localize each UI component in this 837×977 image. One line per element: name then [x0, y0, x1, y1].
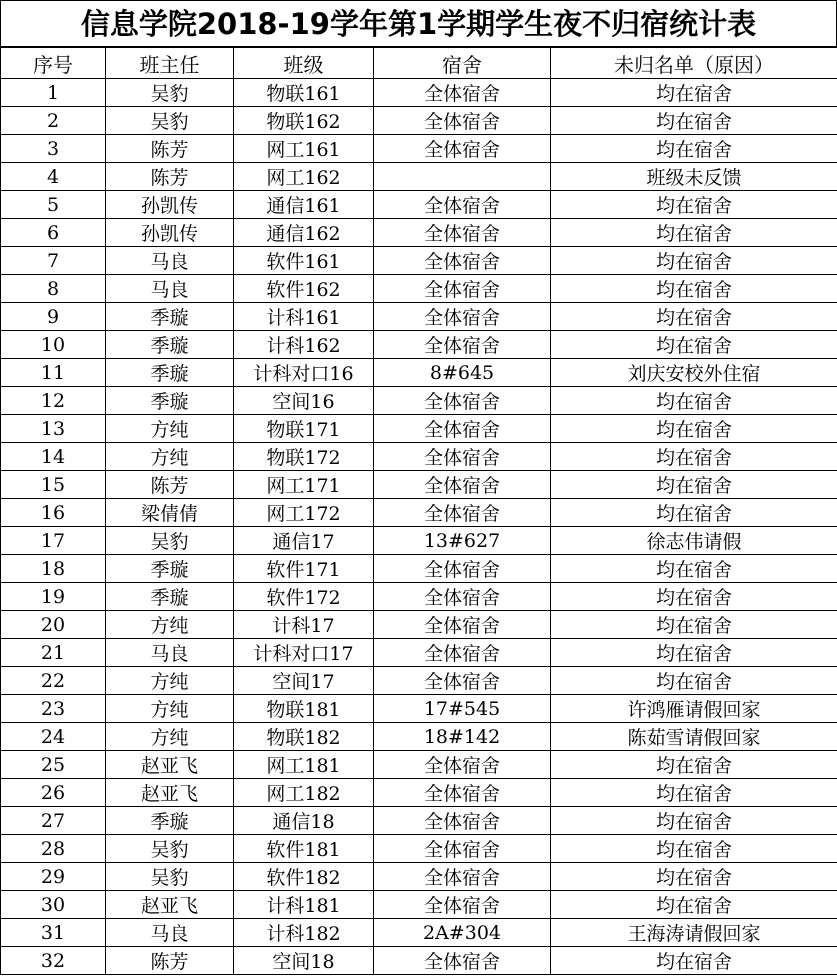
row-teacher-cell: 孙凯传 — [106, 219, 234, 247]
row-dorm-cell: 2A#304 — [374, 919, 551, 947]
row-dorm-cell: 全体宿舍 — [374, 415, 551, 443]
row-absent-list-cell: 均在宿舍 — [551, 891, 837, 919]
row-teacher-cell: 吴豹 — [106, 79, 234, 107]
row-absent-list-cell: 均在宿舍 — [551, 387, 837, 415]
row-index-cell: 12 — [1, 387, 106, 415]
row-class-cell: 软件181 — [234, 835, 374, 863]
row-index-cell: 17 — [1, 527, 106, 555]
table-row — [1, 835, 837, 863]
row-class-cell: 物联171 — [234, 415, 374, 443]
row-dorm-cell: 17#545 — [374, 695, 551, 723]
row-absent-list-cell: 均在宿舍 — [551, 807, 837, 835]
row-absent-list-cell: 陈茹雪请假回家 — [551, 723, 837, 751]
table-row — [1, 919, 837, 947]
row-absent-list-cell: 均在宿舍 — [551, 415, 837, 443]
row-class-cell: 物联181 — [234, 695, 374, 723]
row-dorm-cell: 全体宿舍 — [374, 443, 551, 471]
row-teacher-cell: 吴豹 — [106, 107, 234, 135]
row-absent-list-cell: 刘庆安校外住宿 — [551, 359, 837, 387]
row-index-cell: 11 — [1, 359, 106, 387]
row-index-cell: 27 — [1, 807, 106, 835]
table-row — [1, 667, 837, 695]
table-row — [1, 191, 837, 219]
table-row — [1, 219, 837, 247]
header-absent-list: 未归名单（原因） — [551, 48, 837, 79]
table-row — [1, 443, 837, 471]
table-row — [1, 583, 837, 611]
table-row — [1, 107, 837, 135]
row-index-cell: 7 — [1, 247, 106, 275]
row-teacher-cell: 赵亚飞 — [106, 891, 234, 919]
table-body — [1, 79, 837, 975]
table-row — [1, 359, 837, 387]
row-class-cell: 物联172 — [234, 443, 374, 471]
row-class-cell: 网工181 — [234, 751, 374, 779]
row-absent-list-cell: 均在宿舍 — [551, 443, 837, 471]
table-row — [1, 779, 837, 807]
row-absent-list-cell: 均在宿舍 — [551, 499, 837, 527]
row-absent-list-cell: 均在宿舍 — [551, 135, 837, 163]
row-class-cell: 计科对口16 — [234, 359, 374, 387]
row-dorm-cell: 全体宿舍 — [374, 555, 551, 583]
table-row — [1, 499, 837, 527]
row-absent-list-cell: 均在宿舍 — [551, 583, 837, 611]
row-teacher-cell: 吴豹 — [106, 527, 234, 555]
row-index-cell: 26 — [1, 779, 106, 807]
row-teacher-cell: 季璇 — [106, 807, 234, 835]
row-index-cell: 25 — [1, 751, 106, 779]
row-class-cell: 计科181 — [234, 891, 374, 919]
table-row — [1, 555, 837, 583]
header-dorm: 宿舍 — [374, 48, 551, 79]
row-dorm-cell: 全体宿舍 — [374, 219, 551, 247]
row-dorm-cell — [374, 163, 551, 191]
row-dorm-cell: 全体宿舍 — [374, 331, 551, 359]
row-index-cell: 21 — [1, 639, 106, 667]
table-row — [1, 79, 837, 107]
table-row — [1, 723, 837, 751]
header-teacher: 班主任 — [106, 48, 234, 79]
row-index-cell: 15 — [1, 471, 106, 499]
row-teacher-cell: 梁倩倩 — [106, 499, 234, 527]
row-teacher-cell: 陈芳 — [106, 135, 234, 163]
row-absent-list-cell: 均在宿舍 — [551, 219, 837, 247]
row-absent-list-cell: 均在宿舍 — [551, 471, 837, 499]
row-dorm-cell: 全体宿舍 — [374, 667, 551, 695]
row-class-cell: 计科对口17 — [234, 639, 374, 667]
row-index-cell: 22 — [1, 667, 106, 695]
row-class-cell: 计科162 — [234, 331, 374, 359]
row-class-cell: 通信18 — [234, 807, 374, 835]
row-dorm-cell: 全体宿舍 — [374, 751, 551, 779]
header-index: 序号 — [1, 48, 106, 79]
table-row — [1, 275, 837, 303]
row-teacher-cell: 马良 — [106, 919, 234, 947]
row-dorm-cell: 全体宿舍 — [374, 499, 551, 527]
row-index-cell: 24 — [1, 723, 106, 751]
row-dorm-cell: 全体宿舍 — [374, 275, 551, 303]
row-class-cell: 网工171 — [234, 471, 374, 499]
row-dorm-cell: 全体宿舍 — [374, 135, 551, 163]
row-index-cell: 19 — [1, 583, 106, 611]
table-row — [1, 807, 837, 835]
row-teacher-cell: 季璇 — [106, 359, 234, 387]
row-dorm-cell: 18#142 — [374, 723, 551, 751]
row-dorm-cell: 全体宿舍 — [374, 835, 551, 863]
row-dorm-cell: 全体宿舍 — [374, 891, 551, 919]
row-class-cell: 网工182 — [234, 779, 374, 807]
row-class-cell: 通信17 — [234, 527, 374, 555]
row-absent-list-cell: 均在宿舍 — [551, 331, 837, 359]
statistics-table — [0, 47, 837, 975]
table-row — [1, 331, 837, 359]
row-absent-list-cell: 均在宿舍 — [551, 79, 837, 107]
row-teacher-cell: 赵亚飞 — [106, 779, 234, 807]
row-teacher-cell: 陈芳 — [106, 163, 234, 191]
row-class-cell: 计科161 — [234, 303, 374, 331]
row-index-cell: 18 — [1, 555, 106, 583]
row-absent-list-cell: 均在宿舍 — [551, 751, 837, 779]
row-class-cell: 物联161 — [234, 79, 374, 107]
row-index-cell: 28 — [1, 835, 106, 863]
header-class: 班级 — [234, 48, 374, 79]
row-dorm-cell: 全体宿舍 — [374, 471, 551, 499]
row-absent-list-cell: 王海涛请假回家 — [551, 919, 837, 947]
table-row — [1, 527, 837, 555]
row-index-cell: 6 — [1, 219, 106, 247]
table-row — [1, 387, 837, 415]
row-class-cell: 物联162 — [234, 107, 374, 135]
row-absent-list-cell: 均在宿舍 — [551, 639, 837, 667]
row-class-cell: 物联182 — [234, 723, 374, 751]
table-row — [1, 891, 837, 919]
row-absent-list-cell: 均在宿舍 — [551, 275, 837, 303]
row-dorm-cell: 全体宿舍 — [374, 583, 551, 611]
row-index-cell: 29 — [1, 863, 106, 891]
row-index-cell: 1 — [1, 79, 106, 107]
row-index-cell: 20 — [1, 611, 106, 639]
table-row — [1, 947, 837, 975]
row-teacher-cell: 吴豹 — [106, 835, 234, 863]
row-teacher-cell: 马良 — [106, 247, 234, 275]
row-teacher-cell: 季璇 — [106, 583, 234, 611]
row-teacher-cell: 季璇 — [106, 303, 234, 331]
row-dorm-cell: 8#645 — [374, 359, 551, 387]
row-absent-list-cell: 均在宿舍 — [551, 611, 837, 639]
table-row — [1, 695, 837, 723]
row-index-cell: 2 — [1, 107, 106, 135]
row-teacher-cell: 马良 — [106, 639, 234, 667]
table-row — [1, 611, 837, 639]
row-teacher-cell: 方纯 — [106, 667, 234, 695]
row-dorm-cell: 全体宿舍 — [374, 807, 551, 835]
row-absent-list-cell: 许鸿雁请假回家 — [551, 695, 837, 723]
row-teacher-cell: 方纯 — [106, 723, 234, 751]
row-class-cell: 软件171 — [234, 555, 374, 583]
row-teacher-cell: 方纯 — [106, 415, 234, 443]
row-teacher-cell: 陈芳 — [106, 471, 234, 499]
row-class-cell: 网工172 — [234, 499, 374, 527]
row-dorm-cell: 全体宿舍 — [374, 107, 551, 135]
row-teacher-cell: 季璇 — [106, 555, 234, 583]
row-dorm-cell: 全体宿舍 — [374, 611, 551, 639]
row-index-cell: 13 — [1, 415, 106, 443]
row-dorm-cell: 全体宿舍 — [374, 779, 551, 807]
row-class-cell: 网工162 — [234, 163, 374, 191]
row-index-cell: 16 — [1, 499, 106, 527]
table-row — [1, 751, 837, 779]
row-absent-list-cell: 均在宿舍 — [551, 191, 837, 219]
row-absent-list-cell: 徐志伟请假 — [551, 527, 837, 555]
row-dorm-cell: 13#627 — [374, 527, 551, 555]
table-row — [1, 471, 837, 499]
row-class-cell: 空间18 — [234, 947, 374, 975]
table-row — [1, 163, 837, 191]
row-index-cell: 23 — [1, 695, 106, 723]
row-class-cell: 网工161 — [234, 135, 374, 163]
row-class-cell: 空间16 — [234, 387, 374, 415]
table-row — [1, 135, 837, 163]
row-class-cell: 软件182 — [234, 863, 374, 891]
row-index-cell: 4 — [1, 163, 106, 191]
row-absent-list-cell: 均在宿舍 — [551, 247, 837, 275]
row-class-cell: 软件172 — [234, 583, 374, 611]
row-teacher-cell: 季璇 — [106, 387, 234, 415]
row-teacher-cell: 方纯 — [106, 611, 234, 639]
row-dorm-cell: 全体宿舍 — [374, 191, 551, 219]
row-dorm-cell: 全体宿舍 — [374, 947, 551, 975]
table-row — [1, 415, 837, 443]
table-row — [1, 639, 837, 667]
row-index-cell: 10 — [1, 331, 106, 359]
row-dorm-cell: 全体宿舍 — [374, 79, 551, 107]
row-class-cell: 软件161 — [234, 247, 374, 275]
row-dorm-cell: 全体宿舍 — [374, 639, 551, 667]
row-teacher-cell: 方纯 — [106, 443, 234, 471]
row-absent-list-cell: 均在宿舍 — [551, 107, 837, 135]
row-class-cell: 空间17 — [234, 667, 374, 695]
row-teacher-cell: 马良 — [106, 275, 234, 303]
row-index-cell: 14 — [1, 443, 106, 471]
row-dorm-cell: 全体宿舍 — [374, 863, 551, 891]
row-dorm-cell: 全体宿舍 — [374, 247, 551, 275]
row-teacher-cell: 孙凯传 — [106, 191, 234, 219]
header-row — [1, 48, 837, 79]
row-dorm-cell: 全体宿舍 — [374, 303, 551, 331]
row-index-cell: 32 — [1, 947, 106, 975]
row-absent-list-cell: 均在宿舍 — [551, 555, 837, 583]
row-absent-list-cell: 均在宿舍 — [551, 863, 837, 891]
table-row — [1, 863, 837, 891]
row-teacher-cell: 方纯 — [106, 695, 234, 723]
row-dorm-cell: 全体宿舍 — [374, 387, 551, 415]
row-index-cell: 30 — [1, 891, 106, 919]
row-absent-list-cell: 均在宿舍 — [551, 667, 837, 695]
row-class-cell: 通信161 — [234, 191, 374, 219]
row-absent-list-cell: 均在宿舍 — [551, 303, 837, 331]
row-index-cell: 3 — [1, 135, 106, 163]
table-title: 信息学院2018-19学年第1学期学生夜不归宿统计表 — [0, 0, 837, 47]
row-class-cell: 软件162 — [234, 275, 374, 303]
row-absent-list-cell: 均在宿舍 — [551, 835, 837, 863]
row-index-cell: 31 — [1, 919, 106, 947]
table-row — [1, 303, 837, 331]
row-teacher-cell: 季璇 — [106, 331, 234, 359]
row-class-cell: 通信162 — [234, 219, 374, 247]
table-row — [1, 247, 837, 275]
row-absent-list-cell: 班级未反馈 — [551, 163, 837, 191]
row-class-cell: 计科182 — [234, 919, 374, 947]
row-teacher-cell: 赵亚飞 — [106, 751, 234, 779]
row-index-cell: 9 — [1, 303, 106, 331]
row-class-cell: 计科17 — [234, 611, 374, 639]
row-index-cell: 5 — [1, 191, 106, 219]
row-teacher-cell: 陈芳 — [106, 947, 234, 975]
row-absent-list-cell: 均在宿舍 — [551, 947, 837, 975]
row-teacher-cell: 吴豹 — [106, 863, 234, 891]
row-index-cell: 8 — [1, 275, 106, 303]
row-absent-list-cell: 均在宿舍 — [551, 779, 837, 807]
